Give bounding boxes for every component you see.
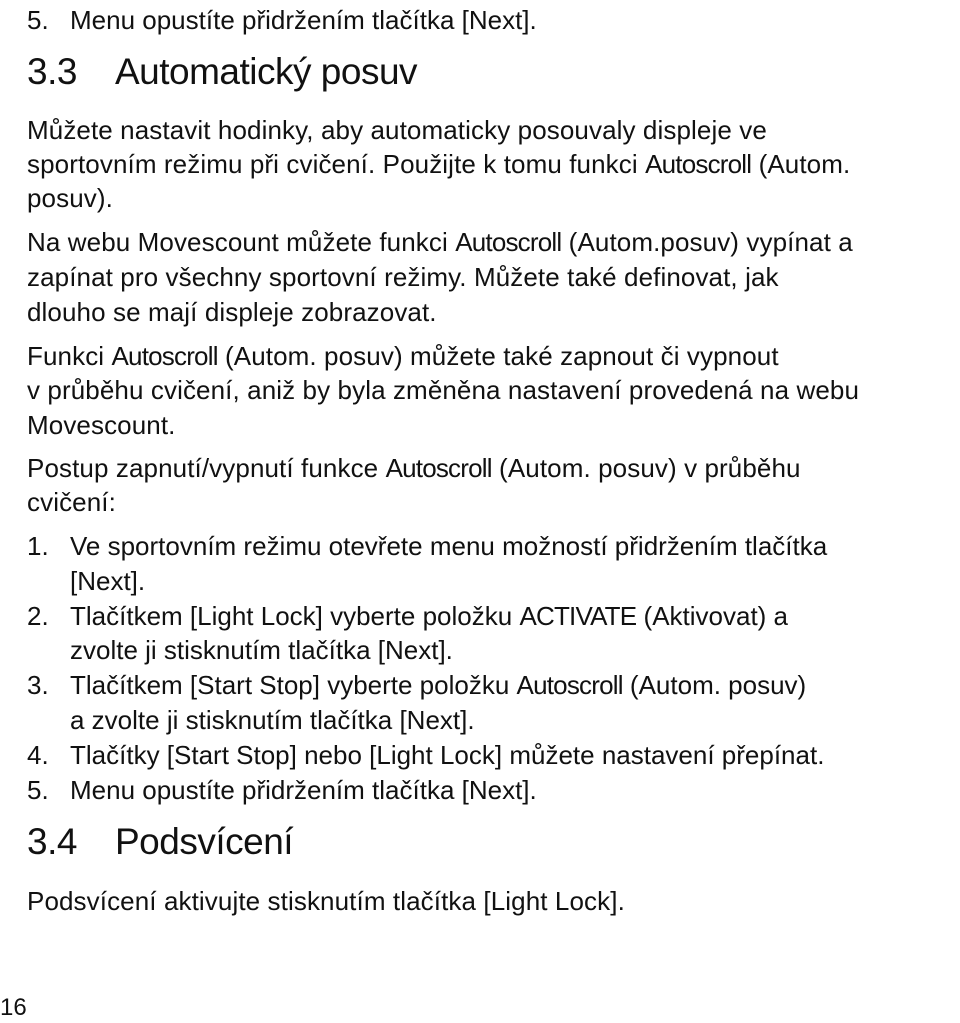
paragraph-line: Na webu Movescount můžete funkci Autoscroll (Autom.posuv) vypínat a xyxy=(27,227,853,257)
step-text: Tlačítkem [Start Stop] vyberte položku Autoscroll (Autom. posuv) xyxy=(70,670,807,700)
step-number: 2. xyxy=(27,601,49,631)
section-title: Podsvícení xyxy=(115,821,294,862)
step-text: Ve sportovním režimu otevřete menu možností přidržením tlačítka xyxy=(70,531,828,561)
term-autoscroll: Autoscroll xyxy=(516,670,623,700)
term-autoscroll: Autoscroll xyxy=(111,341,218,371)
term-autoscroll: Autoscroll xyxy=(645,149,752,179)
step-number: 3. xyxy=(27,670,49,700)
paragraph-line: Funkci Autoscroll (Autom. posuv) můžete také zapnout či vypnout xyxy=(27,341,779,371)
paragraph-line: Můžete nastavit hodinky, aby automaticky posouvaly displeje ve xyxy=(27,115,767,145)
paragraph-line: sportovním režimu při cvičení. Použijte k tomu funkci Autoscroll (Autom. xyxy=(27,149,851,179)
paragraph-line: v průběhu cvičení, aniž by byla změněna nastavení provedená na webu xyxy=(27,375,860,405)
step-text: Menu opustíte přidržením tlačítka [Next]. xyxy=(70,5,537,35)
term-autoscroll: Autoscroll xyxy=(455,227,562,257)
section-title: Automatický posuv xyxy=(115,51,418,92)
step-number: 1. xyxy=(27,531,49,561)
paragraph-line: dlouho se mají displeje zobrazovat. xyxy=(27,297,437,327)
paragraph-line: posuv). xyxy=(27,183,113,213)
step-number: 5. xyxy=(27,5,49,35)
step-text: zvolte ji stisknutím tlačítka [Next]. xyxy=(70,635,453,665)
term-autoscroll: Autoscroll xyxy=(385,453,492,483)
step-text: Tlačítky [Start Stop] nebo [Light Lock] můžete nastavení přepínat. xyxy=(70,740,825,770)
step-number: 4. xyxy=(27,740,49,770)
step-text: [Next]. xyxy=(70,566,146,596)
step-text: Menu opustíte přidržením tlačítka [Next]. xyxy=(70,775,537,805)
paragraph-line: Podsvícení aktivujte stisknutím tlačítka [Light Lock]. xyxy=(27,886,625,916)
term-activate: ACTIVATE xyxy=(519,601,637,631)
section-number: 3.3 xyxy=(27,51,77,92)
paragraph-line: Postup zapnutí/vypnutí funkce Autoscroll (Autom. posuv) v průběhu xyxy=(27,453,801,483)
step-number: 5. xyxy=(27,775,49,805)
paragraph-line: zapínat pro všechny sportovní režimy. Můžete také definovat, jak xyxy=(27,262,779,292)
step-text: a zvolte ji stisknutím tlačítka [Next]. xyxy=(70,705,475,735)
page-number: 16 xyxy=(0,994,27,1021)
paragraph-line: cvičení: xyxy=(27,487,116,517)
paragraph-line: Movescount. xyxy=(27,410,176,440)
step-text: Tlačítkem [Light Lock] vyberte položku ACTIVATE (Aktivovat) a xyxy=(70,601,789,631)
section-number: 3.4 xyxy=(27,821,77,862)
